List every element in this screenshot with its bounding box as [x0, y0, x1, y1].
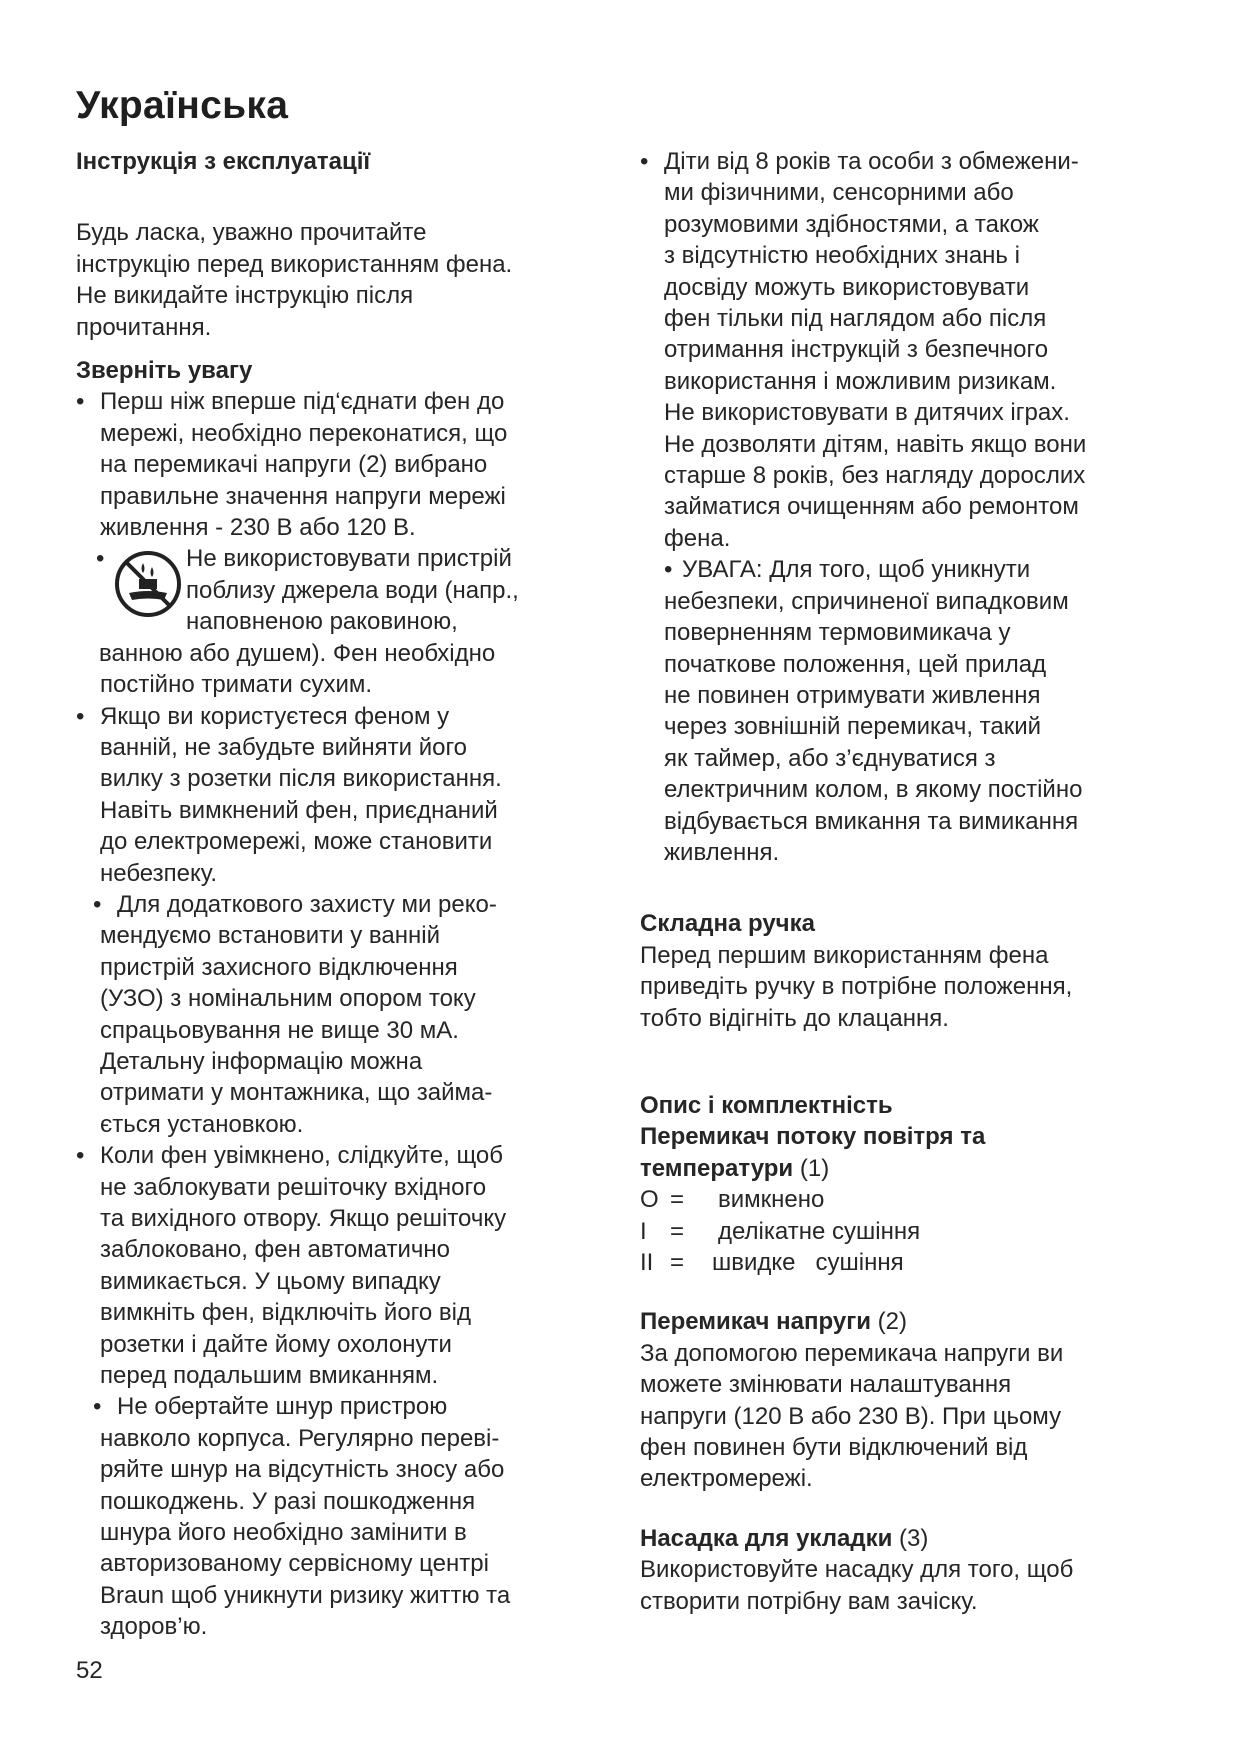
bullet-dot: • — [664, 556, 673, 584]
bullet-dot: • — [93, 890, 102, 918]
bullet-dot: • — [76, 702, 85, 730]
bullet-dot: • — [96, 545, 105, 573]
left-column — [76, 146, 616, 1643]
no-water-icon — [113, 549, 183, 619]
warning-water: • Не використовувати пристрій поблизу джерела води (напр., наповненою раковиною, ванною або душем). Фен необхідно постійно тримати сухим. — [96, 545, 519, 699]
intro-paragraph: Будь ласка, уважно прочитайте інструкцію перед використанням фена. Не викидайте інструкцію після прочитання. — [76, 219, 513, 341]
handle-text: Перед першим використанням фена приведіть ручку в потрібне положення, тобто відігніть до клацання. — [640, 941, 1073, 1032]
switch-row: O = вимкнено — [640, 1186, 825, 1214]
warning-grille: • Коли фен увімкнено, слідкуйте, щоб не заблокувати решіточку вхідного та вихідного отвору. Якщо решіточку заблоковано, фен автоматично вимикається. У цьому випадку вимкніть фен, відключіть його від розетки і дайте йому охолонути перед подальшим вмиканням. — [76, 1142, 507, 1390]
nozzle-text: Використовуйте насадку для того, щоб створити потрібну вам зачіску. — [640, 1556, 1074, 1615]
bullet-dot: • — [93, 1393, 102, 1421]
bullet-dot: • — [640, 148, 649, 175]
warning-children: • Діти від 8 років та особи з обмежени- ми фізичними, сенсорними або розумовими здібностями, а також з відсутністю необхідних знань і досвіду можуть використовувати фен тільки під наглядом або після отримання інструкцій з безпечного використання і можливим ризикам. Не використовувати в дитячих іграх. Не дозволяти дітям, навіть якщо вони старше 8 років, без нагляду дорослих займатися очищенням або ремонтом фена. — [640, 148, 1087, 552]
attention-title: Зверніть увагу — [76, 357, 253, 385]
bullet-dot: • — [76, 388, 85, 416]
switch-row: II = швидке сушіння — [640, 1249, 904, 1276]
switch-settings — [640, 1184, 1180, 1278]
airflow-switch-title: Перемикач потоку повітря та — [640, 1123, 986, 1151]
warning-thermal-cutout: • УВАГА: Для того, щоб уникнути небезпеки, спричиненої випадковим поверненням термовимикача у початкове положення, цей прилад не повинен отримувати живлення через зовнішній перемикач, такий як таймер, або з’єднуватися з електричним колом, в якому постійно відбувається вмикання та вимикання живлення. — [664, 556, 1083, 866]
bullet-dot: • — [76, 1142, 85, 1170]
switch-row: I = делікатне сушіння — [640, 1217, 921, 1245]
page-number: 52 — [76, 1657, 103, 1684]
airflow-switch-title-line2: температури (1) — [640, 1154, 830, 1182]
right-column — [640, 146, 1180, 1617]
nozzle-title: Насадка для укладки (3) — [640, 1524, 929, 1552]
warning-cord: • Не обертайте шнур пристрою навколо корпуса. Регулярно переві- ряйте шнур на відсутність зносу або пошкоджень. У разі пошкодження шнура його необхідно замінити в авторизованому сервісному центрі Braun щоб уникнути ризику життю та здоров’ю. — [93, 1393, 511, 1641]
language-title: Українська — [76, 84, 289, 127]
handle-title: Складна ручка — [640, 910, 815, 938]
no-water-icon-wrap — [96, 543, 186, 625]
voltage-switch-title: Перемикач напруги (2) — [640, 1308, 907, 1336]
description-title: Опис і комплектність — [640, 1091, 893, 1119]
warning-rcd: • Для додаткового захисту ми реко- мендуємо встановити у ванній пристрій захисного відключення (УЗО) з номінальним опором току спрацьовування не вище 30 мА. Детальну інформацію можна отримати у монтажника, що займа- ється установкою. — [93, 890, 497, 1138]
manual-title: Інструкція з експлуатації — [76, 148, 371, 175]
warning-voltage: • Перш ніж вперше під‘єднати фен до мережі, необхідно переконатися, що на перемикачі напруги (2) вибрано правильне значення напруги мережі живлення - 230 В або 120 В. — [76, 388, 508, 542]
voltage-text: За допомогою перемикача напруги ви можете змінювати налаштування напруги (120 В або 230 В). При цьому фен повинен бути відключений від електромережі. — [640, 1339, 1064, 1493]
warning-bathroom: • Якщо ви користуєтеся феном у ванній, не забудьте вийняти його вилку з розетки після використання. Навіть вимкнений фен, приєднаний до електромережі, може становити небезпеку. — [76, 702, 502, 887]
